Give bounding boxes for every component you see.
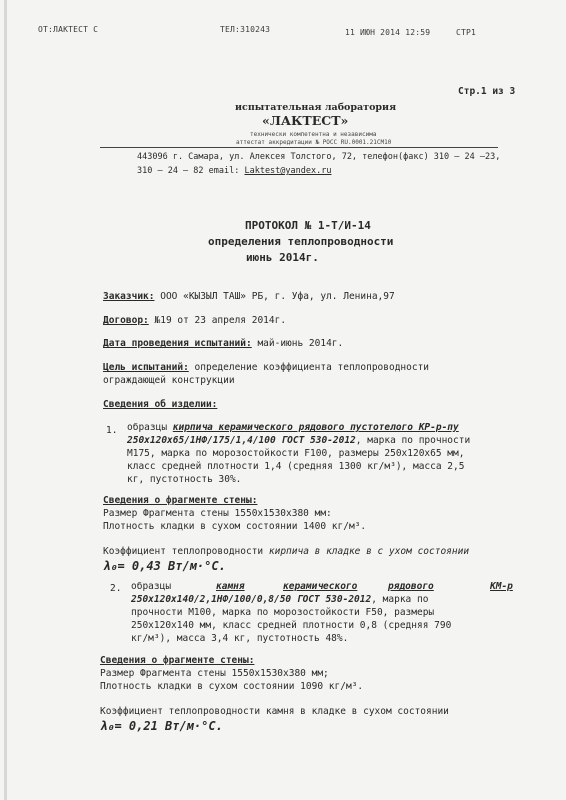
coef1-label: Коэффициент теплопроводности bbox=[103, 546, 269, 557]
fragment2-density: Плотность кладки в сухом состоянии 1090 кг/м³. bbox=[100, 681, 364, 692]
item2-word-ceramic: керамического bbox=[283, 581, 358, 592]
coef1-line bbox=[103, 545, 469, 558]
lab-note1: технически компетентна и независима bbox=[250, 131, 377, 138]
lab-note2: аттестат аккредитации № РОСС RU.0001.21СМ10 bbox=[236, 139, 392, 146]
item2-number: 2. bbox=[110, 583, 122, 594]
page-counter: Стр.1 из 3 bbox=[458, 86, 516, 97]
item1-prefix: образцы bbox=[127, 422, 173, 433]
item2-word-ordinary: рядового bbox=[388, 581, 434, 592]
goal-label: Цель испытаний: bbox=[103, 362, 189, 373]
fragment2-heading: Сведения о фрагменте стены: bbox=[100, 655, 255, 666]
item2-spec: 250х120х140/2,1НФ/100/0,8/50 ГОСТ 530-2012 bbox=[131, 594, 372, 605]
goal-line-2: ограждающей конструкции bbox=[103, 375, 235, 386]
item2-line-4: 250х120х140 мм, класс средней плотности 0,8 (средняя 790 bbox=[131, 620, 452, 631]
coef1-material: кирпича в кладке в с ухом состоянии bbox=[268, 546, 470, 557]
item1-line-4: класс средней плотности 1,4 (средняя 1300 кг/м³), масса 2,5 bbox=[127, 461, 465, 472]
item1-spec: 250х120х65/1НФ/175/1,4/100 ГОСТ 530-2012 bbox=[127, 435, 356, 446]
item2-line-2 bbox=[131, 593, 428, 606]
item1-line-1 bbox=[127, 421, 459, 434]
item2-line-5: кг/м³), масса 3,4 кг, пустотность 48%. bbox=[131, 633, 349, 644]
protocol-title: ПРОТОКОЛ № 1-Т/И-14 bbox=[245, 219, 371, 232]
item1-line-3: М175, марка по морозостойкости F100, размеры 250х120х65 мм, bbox=[127, 448, 465, 459]
item1-number: 1. bbox=[106, 425, 118, 436]
protocol-subtitle: определения теплопроводности bbox=[208, 235, 394, 248]
lab-address-1: 443096 г. Самара, ул. Алексея Толстого, 72, телефон(факс) 310 – 24 –23, bbox=[137, 152, 501, 162]
item2-prefix: образцы bbox=[131, 581, 172, 592]
test-date-value: май-июнь 2014г. bbox=[257, 338, 344, 349]
contract-label: Договор: bbox=[103, 315, 149, 326]
goal-line-1: определение коэффициента теплопроводности bbox=[194, 362, 430, 373]
protocol-date: июнь 2014г. bbox=[246, 251, 319, 264]
items-heading: Сведения об изделии: bbox=[103, 399, 218, 410]
lab-name: «ЛАКТЕСТ» bbox=[262, 113, 349, 128]
item2-line-3: прочности М100, марка по морозостойкости F50, размеры bbox=[131, 607, 435, 618]
fragment1-heading: Сведения о фрагменте стены: bbox=[103, 495, 258, 506]
item2-code: КМ-р bbox=[490, 581, 513, 592]
fax-datetime: 11 ИЮН 2014 12:59 bbox=[345, 28, 431, 37]
customer-value: ООО «КЫЗЫЛ ТАШ» РБ, г. Уфа, ул. Ленина,97 bbox=[160, 291, 395, 302]
item2-word-stone: камня bbox=[216, 581, 245, 592]
customer-label: Заказчик: bbox=[103, 291, 155, 302]
lab-phone-email-label: 310 – 24 – 82 email: bbox=[137, 166, 245, 176]
coef2-line: Коэффициент теплопроводности камня в кладке в сухом состоянии bbox=[100, 706, 449, 717]
lab-email: Laktest@yandex.ru bbox=[244, 166, 332, 176]
fragment1-density: Плотность кладки в сухом состоянии 1400 кг/м³. bbox=[103, 521, 367, 532]
lab-line1: испытательная лаборатория bbox=[235, 102, 397, 113]
item1-line-2 bbox=[127, 434, 470, 447]
item1-product-name: кирпича керамического рядового пустотелого КР-р-пу bbox=[172, 422, 459, 433]
fax-page: СТР1 bbox=[456, 28, 477, 37]
customer-row bbox=[103, 290, 395, 303]
scan-edge bbox=[4, 0, 7, 800]
contract-row bbox=[103, 314, 286, 327]
item2-spec-tail: , марка по bbox=[371, 594, 429, 605]
goal-row bbox=[103, 361, 429, 374]
contract-value: №19 от 23 апреля 2014г. bbox=[154, 315, 287, 326]
header-divider bbox=[100, 147, 498, 148]
coef2-value: λ₀= 0,21 Вт/м·°С. bbox=[100, 719, 223, 733]
coef1-value: λ₀= 0,43 Вт/м·°С. bbox=[103, 559, 226, 573]
test-date-row bbox=[103, 337, 343, 350]
lab-address-2 bbox=[137, 165, 331, 178]
fragment1-size: Размер Фрагмента стены 1550х1530х380 мм: bbox=[103, 508, 332, 519]
test-date-label: Дата проведения испытаний: bbox=[103, 338, 252, 349]
fax-tel: ТЕЛ:310243 bbox=[220, 25, 271, 34]
fax-from: ОТ:ЛАКТЕСТ С bbox=[38, 25, 99, 34]
item1-spec-tail: , марка по прочности bbox=[355, 435, 471, 446]
item1-line-5: кг, пустотность 30%. bbox=[127, 474, 242, 485]
fragment2-size: Размер Фрагмента стены 1550х1530х380 мм; bbox=[100, 668, 329, 679]
